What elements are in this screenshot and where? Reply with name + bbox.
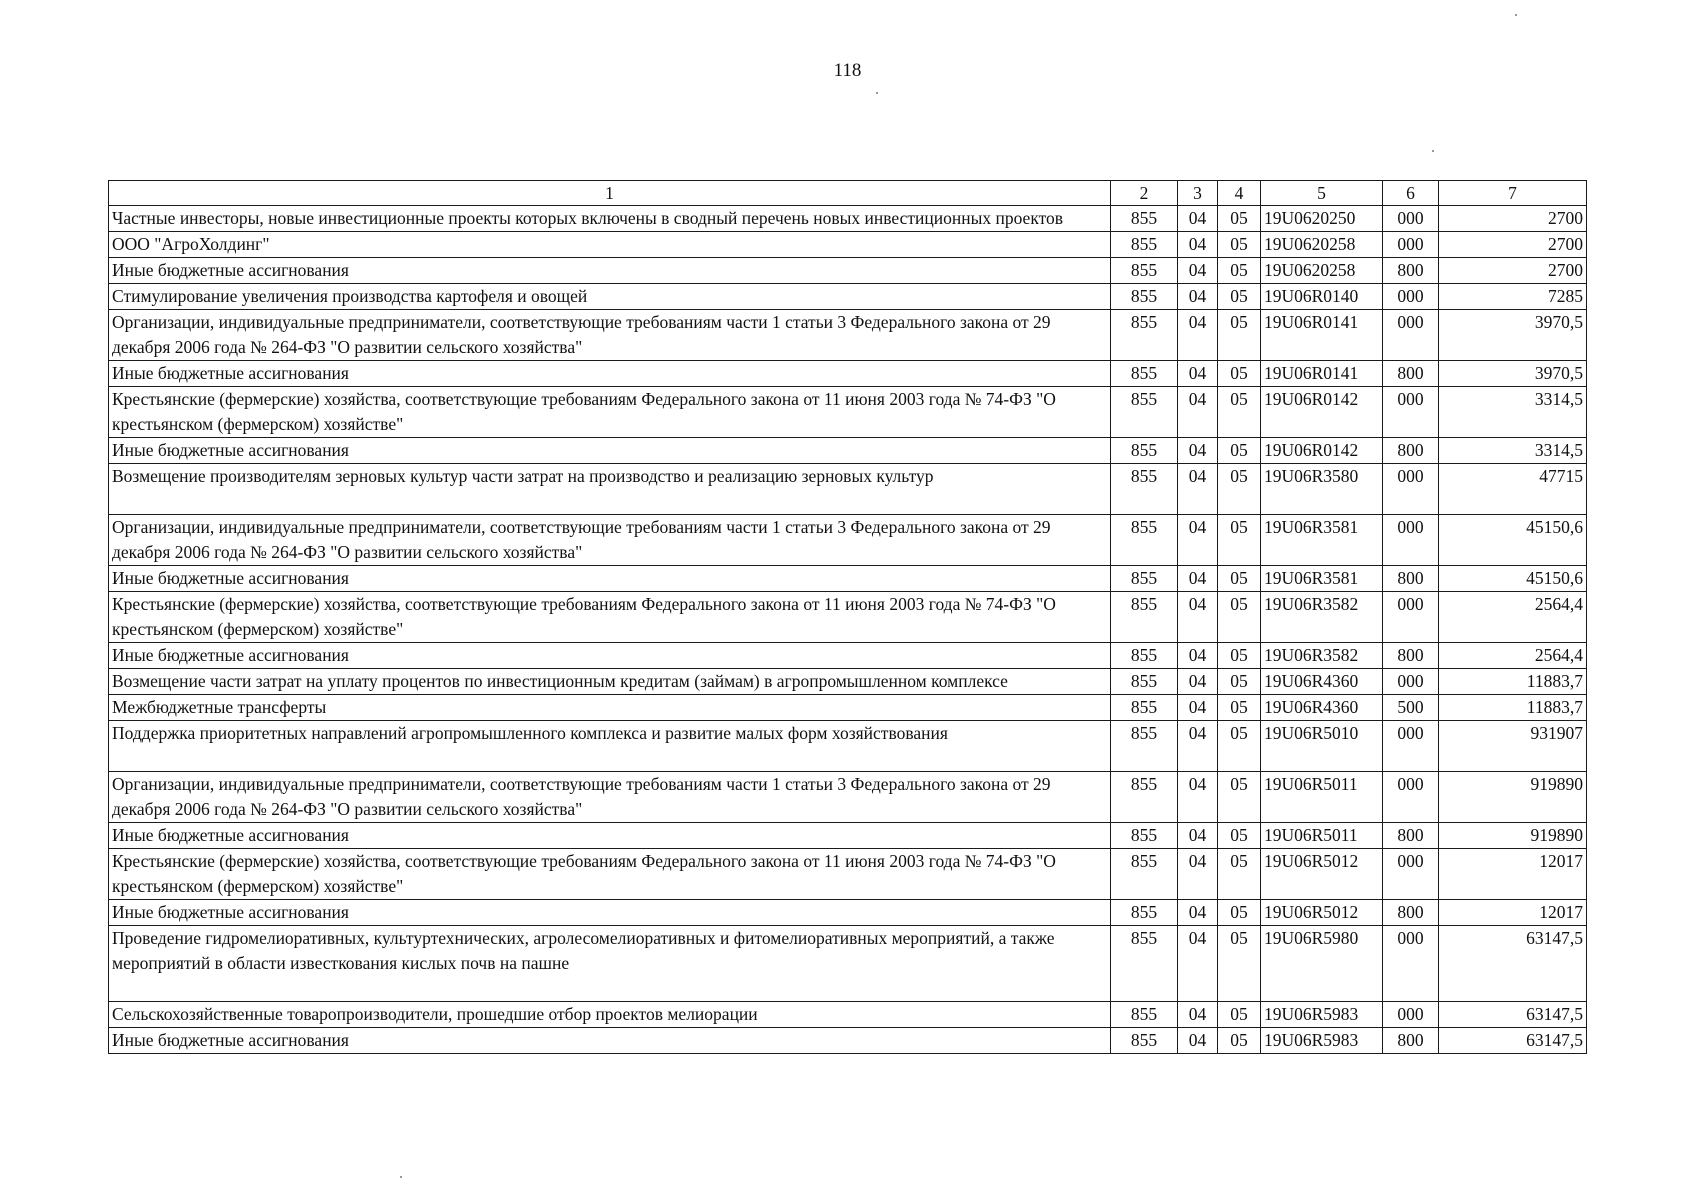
- row-code-cell-c3: 04: [1178, 849, 1218, 900]
- row-code-cell-c5: 19U06R0142: [1261, 387, 1383, 438]
- row-code-cell-c5: 19U0620258: [1261, 258, 1383, 284]
- row-code-cell-c3: 04: [1178, 900, 1218, 926]
- row-code-cell-c5: 19U06R5011: [1261, 772, 1383, 823]
- row-code-cell-c6: 000: [1383, 772, 1439, 823]
- table-row: [109, 284, 1587, 310]
- row-code-cell-c5: 19U0620258: [1261, 232, 1383, 258]
- row-code-cell-c2: 855: [1111, 515, 1178, 566]
- row-code-cell-c2: 855: [1111, 387, 1178, 438]
- row-code-cell-c4: 05: [1218, 900, 1261, 926]
- row-name-cell: Крестьянские (фермерские) хозяйства, соответствующие требованиям Федерального закона от 11 июня 2003 года № 74-ФЗ "О крестьянском (фермерском) хозяйстве": [109, 592, 1111, 643]
- row-code-cell-c3: 04: [1178, 310, 1218, 361]
- row-code-cell-c7: 2564,4: [1439, 592, 1587, 643]
- row-name-cell: Крестьянские (фермерские) хозяйства, соответствующие требованиям Федерального закона от 11 июня 2003 года № 74-ФЗ "О крестьянском (фермерском) хозяйстве": [109, 387, 1111, 438]
- row-code-cell-c4: 05: [1218, 232, 1261, 258]
- header-cell: 3: [1178, 181, 1218, 206]
- row-code-cell-c7: 63147,5: [1439, 1028, 1587, 1054]
- table-row: [109, 721, 1587, 772]
- row-code-cell-c2: 855: [1111, 284, 1178, 310]
- row-code-cell-c4: 05: [1218, 1028, 1261, 1054]
- row-code-cell-c7: 3314,5: [1439, 387, 1587, 438]
- row-code-cell-c4: 05: [1218, 310, 1261, 361]
- row-code-cell-c7: 7285: [1439, 284, 1587, 310]
- row-code-cell-c4: 05: [1218, 772, 1261, 823]
- row-code-cell-c6: 800: [1383, 258, 1439, 284]
- table-row: [109, 592, 1587, 643]
- row-code-cell-c3: 04: [1178, 387, 1218, 438]
- row-code-cell-c4: 05: [1218, 284, 1261, 310]
- row-code-cell-c2: 855: [1111, 310, 1178, 361]
- table-row: [109, 695, 1587, 721]
- row-code-cell-c3: 04: [1178, 361, 1218, 387]
- row-code-cell-c6: 000: [1383, 310, 1439, 361]
- row-code-cell-c3: 04: [1178, 284, 1218, 310]
- row-code-cell-c5: 19U06R5983: [1261, 1002, 1383, 1028]
- row-code-cell-c5: 19U06R3582: [1261, 643, 1383, 669]
- row-code-cell-c6: 000: [1383, 387, 1439, 438]
- row-name-cell: Иные бюджетные ассигнования: [109, 438, 1111, 464]
- row-code-cell-c3: 04: [1178, 721, 1218, 772]
- row-code-cell-c6: 000: [1383, 592, 1439, 643]
- row-code-cell-c3: 04: [1178, 772, 1218, 823]
- header-cell: 5: [1261, 181, 1383, 206]
- budget-table: [108, 180, 1587, 1054]
- row-name-cell: Иные бюджетные ассигнования: [109, 361, 1111, 387]
- row-code-cell-c3: 04: [1178, 258, 1218, 284]
- row-code-cell-c2: 855: [1111, 926, 1178, 1002]
- table-row: [109, 387, 1587, 438]
- row-code-cell-c5: 19U06R3582: [1261, 592, 1383, 643]
- row-code-cell-c5: 19U06R3581: [1261, 566, 1383, 592]
- row-code-cell-c6: 800: [1383, 823, 1439, 849]
- row-code-cell-c6: 000: [1383, 464, 1439, 515]
- row-code-cell-c6: 000: [1383, 1002, 1439, 1028]
- row-code-cell-c6: 000: [1383, 284, 1439, 310]
- row-name-cell: Поддержка приоритетных направлений агропромышленного комплекса и развитие малых форм хозяйствования: [109, 721, 1111, 772]
- row-code-cell-c2: 855: [1111, 1002, 1178, 1028]
- row-code-cell-c7: 919890: [1439, 823, 1587, 849]
- row-code-cell-c7: 919890: [1439, 772, 1587, 823]
- table-row: [109, 849, 1587, 900]
- row-code-cell-c2: 855: [1111, 643, 1178, 669]
- row-code-cell-c3: 04: [1178, 515, 1218, 566]
- row-name-cell: Иные бюджетные ассигнования: [109, 258, 1111, 284]
- row-code-cell-c4: 05: [1218, 438, 1261, 464]
- row-name-cell: Иные бюджетные ассигнования: [109, 1028, 1111, 1054]
- header-cell: 1: [109, 181, 1111, 206]
- header-cell: 6: [1383, 181, 1439, 206]
- row-code-cell-c5: 19U0620250: [1261, 206, 1383, 232]
- row-code-cell-c3: 04: [1178, 464, 1218, 515]
- row-code-cell-c2: 855: [1111, 566, 1178, 592]
- row-code-cell-c5: 19U06R5983: [1261, 1028, 1383, 1054]
- row-code-cell-c4: 05: [1218, 361, 1261, 387]
- budget-table-container: [108, 180, 1586, 1054]
- row-name-cell: ООО "АгроХолдинг": [109, 232, 1111, 258]
- row-code-cell-c6: 800: [1383, 643, 1439, 669]
- row-code-cell-c5: 19U06R0141: [1261, 310, 1383, 361]
- row-code-cell-c6: 500: [1383, 695, 1439, 721]
- row-code-cell-c2: 855: [1111, 823, 1178, 849]
- row-code-cell-c7: 2700: [1439, 206, 1587, 232]
- table-row: [109, 900, 1587, 926]
- row-name-cell: Иные бюджетные ассигнования: [109, 566, 1111, 592]
- row-name-cell: Крестьянские (фермерские) хозяйства, соответствующие требованиям Федерального закона от 11 июня 2003 года № 74-ФЗ "О крестьянском (фермерском) хозяйстве": [109, 849, 1111, 900]
- row-code-cell-c6: 000: [1383, 206, 1439, 232]
- row-code-cell-c4: 05: [1218, 592, 1261, 643]
- row-code-cell-c4: 05: [1218, 464, 1261, 515]
- table-row: [109, 1002, 1587, 1028]
- row-code-cell-c5: 19U06R5012: [1261, 900, 1383, 926]
- table-row: [109, 206, 1587, 232]
- table-row: [109, 464, 1587, 515]
- row-code-cell-c4: 05: [1218, 926, 1261, 1002]
- row-code-cell-c4: 05: [1218, 643, 1261, 669]
- row-code-cell-c7: 3314,5: [1439, 438, 1587, 464]
- row-code-cell-c6: 800: [1383, 438, 1439, 464]
- row-code-cell-c3: 04: [1178, 1028, 1218, 1054]
- row-code-cell-c3: 04: [1178, 566, 1218, 592]
- row-code-cell-c5: 19U06R3581: [1261, 515, 1383, 566]
- row-code-cell-c5: 19U06R5980: [1261, 926, 1383, 1002]
- scan-speck: [1515, 14, 1517, 16]
- row-code-cell-c6: 000: [1383, 721, 1439, 772]
- row-code-cell-c6: 000: [1383, 232, 1439, 258]
- row-code-cell-c2: 855: [1111, 695, 1178, 721]
- table-row: [109, 772, 1587, 823]
- row-name-cell: Межбюджетные трансферты: [109, 695, 1111, 721]
- row-code-cell-c3: 04: [1178, 592, 1218, 643]
- row-code-cell-c4: 05: [1218, 387, 1261, 438]
- row-code-cell-c2: 855: [1111, 849, 1178, 900]
- table-row: [109, 1028, 1587, 1054]
- row-code-cell-c3: 04: [1178, 695, 1218, 721]
- row-code-cell-c6: 800: [1383, 566, 1439, 592]
- row-name-cell: Иные бюджетные ассигнования: [109, 900, 1111, 926]
- row-code-cell-c2: 855: [1111, 900, 1178, 926]
- row-code-cell-c2: 855: [1111, 592, 1178, 643]
- table-header-row: [109, 181, 1587, 206]
- row-name-cell: Возмещение части затрат на уплату процентов по инвестиционным кредитам (займам) в агропромышленном комплексе: [109, 669, 1111, 695]
- row-code-cell-c4: 05: [1218, 258, 1261, 284]
- row-code-cell-c7: 2700: [1439, 258, 1587, 284]
- table-row: [109, 438, 1587, 464]
- row-code-cell-c3: 04: [1178, 206, 1218, 232]
- row-code-cell-c2: 855: [1111, 438, 1178, 464]
- row-code-cell-c7: 47715: [1439, 464, 1587, 515]
- row-code-cell-c3: 04: [1178, 438, 1218, 464]
- row-code-cell-c6: 000: [1383, 849, 1439, 900]
- row-code-cell-c4: 05: [1218, 849, 1261, 900]
- row-code-cell-c7: 63147,5: [1439, 1002, 1587, 1028]
- row-code-cell-c7: 2700: [1439, 232, 1587, 258]
- row-name-cell: Сельскохозяйственные товаропроизводители, прошедшие отбор проектов мелиорации: [109, 1002, 1111, 1028]
- row-code-cell-c7: 45150,6: [1439, 566, 1587, 592]
- row-code-cell-c7: 3970,5: [1439, 361, 1587, 387]
- row-name-cell: Организации, индивидуальные предприниматели, соответствующие требованиям части 1 статьи 3 Федерального закона от 29 декабря 2006 года № 264-ФЗ "О развитии сельского хозяйства": [109, 310, 1111, 361]
- row-code-cell-c2: 855: [1111, 206, 1178, 232]
- header-cell: 7: [1439, 181, 1587, 206]
- row-code-cell-c6: 000: [1383, 926, 1439, 1002]
- row-code-cell-c2: 855: [1111, 1028, 1178, 1054]
- row-code-cell-c5: 19U06R0142: [1261, 438, 1383, 464]
- row-code-cell-c7: 45150,6: [1439, 515, 1587, 566]
- row-code-cell-c6: 000: [1383, 669, 1439, 695]
- row-code-cell-c4: 05: [1218, 823, 1261, 849]
- row-code-cell-c5: 19U06R4360: [1261, 669, 1383, 695]
- row-code-cell-c3: 04: [1178, 643, 1218, 669]
- row-code-cell-c2: 855: [1111, 232, 1178, 258]
- row-code-cell-c2: 855: [1111, 772, 1178, 823]
- row-code-cell-c7: 3970,5: [1439, 310, 1587, 361]
- row-code-cell-c4: 05: [1218, 669, 1261, 695]
- row-code-cell-c6: 800: [1383, 900, 1439, 926]
- row-code-cell-c2: 855: [1111, 464, 1178, 515]
- row-code-cell-c7: 2564,4: [1439, 643, 1587, 669]
- row-name-cell: Организации, индивидуальные предприниматели, соответствующие требованиям части 1 статьи 3 Федерального закона от 29 декабря 2006 года № 264-ФЗ "О развитии сельского хозяйства": [109, 515, 1111, 566]
- row-code-cell-c7: 11883,7: [1439, 669, 1587, 695]
- table-row: [109, 258, 1587, 284]
- row-code-cell-c5: 19U06R5010: [1261, 721, 1383, 772]
- row-code-cell-c5: 19U06R5011: [1261, 823, 1383, 849]
- row-code-cell-c4: 05: [1218, 695, 1261, 721]
- table-row: [109, 515, 1587, 566]
- row-code-cell-c4: 05: [1218, 1002, 1261, 1028]
- row-code-cell-c4: 05: [1218, 566, 1261, 592]
- header-cell: 4: [1218, 181, 1261, 206]
- row-name-cell: Проведение гидромелиоративных, культуртехнических, агролесомелиоративных и фитомелиоративных мероприятий, а также мероприятий в области известкования кислых почв на пашне: [109, 926, 1111, 1002]
- row-name-cell: Частные инвесторы, новые инвестиционные проекты которых включены в сводный перечень новых инвестиционных проектов: [109, 206, 1111, 232]
- row-code-cell-c3: 04: [1178, 823, 1218, 849]
- row-code-cell-c3: 04: [1178, 926, 1218, 1002]
- row-code-cell-c4: 05: [1218, 721, 1261, 772]
- scan-speck: [1432, 150, 1434, 152]
- table-row: [109, 823, 1587, 849]
- row-code-cell-c5: 19U06R0140: [1261, 284, 1383, 310]
- row-code-cell-c5: 19U06R0141: [1261, 361, 1383, 387]
- scan-speck: [400, 1176, 402, 1178]
- scan-speck: [876, 92, 878, 94]
- table-row: [109, 361, 1587, 387]
- row-name-cell: Возмещение производителям зерновых культур части затрат на производство и реализацию зерновых культур: [109, 464, 1111, 515]
- row-code-cell-c4: 05: [1218, 206, 1261, 232]
- row-code-cell-c7: 931907: [1439, 721, 1587, 772]
- row-code-cell-c2: 855: [1111, 361, 1178, 387]
- row-code-cell-c6: 800: [1383, 361, 1439, 387]
- row-code-cell-c3: 04: [1178, 669, 1218, 695]
- row-code-cell-c4: 05: [1218, 515, 1261, 566]
- row-name-cell: Организации, индивидуальные предприниматели, соответствующие требованиям части 1 статьи 3 Федерального закона от 29 декабря 2006 года № 264-ФЗ "О развитии сельского хозяйства": [109, 772, 1111, 823]
- table-row: [109, 669, 1587, 695]
- table-row: [109, 310, 1587, 361]
- row-code-cell-c5: 19U06R4360: [1261, 695, 1383, 721]
- table-row: [109, 643, 1587, 669]
- row-name-cell: Стимулирование увеличения производства картофеля и овощей: [109, 284, 1111, 310]
- row-code-cell-c3: 04: [1178, 232, 1218, 258]
- row-code-cell-c5: 19U06R3580: [1261, 464, 1383, 515]
- table-row: [109, 232, 1587, 258]
- table-row: [109, 566, 1587, 592]
- header-cell: 2: [1111, 181, 1178, 206]
- table-row: [109, 926, 1587, 1002]
- page-number: 118: [833, 60, 862, 81]
- row-code-cell-c5: 19U06R5012: [1261, 849, 1383, 900]
- row-code-cell-c6: 000: [1383, 515, 1439, 566]
- row-name-cell: Иные бюджетные ассигнования: [109, 643, 1111, 669]
- row-name-cell: Иные бюджетные ассигнования: [109, 823, 1111, 849]
- row-code-cell-c7: 12017: [1439, 849, 1587, 900]
- row-code-cell-c2: 855: [1111, 669, 1178, 695]
- row-code-cell-c7: 11883,7: [1439, 695, 1587, 721]
- row-code-cell-c2: 855: [1111, 258, 1178, 284]
- row-code-cell-c7: 63147,5: [1439, 926, 1587, 1002]
- row-code-cell-c7: 12017: [1439, 900, 1587, 926]
- row-code-cell-c2: 855: [1111, 721, 1178, 772]
- row-code-cell-c6: 800: [1383, 1028, 1439, 1054]
- row-code-cell-c3: 04: [1178, 1002, 1218, 1028]
